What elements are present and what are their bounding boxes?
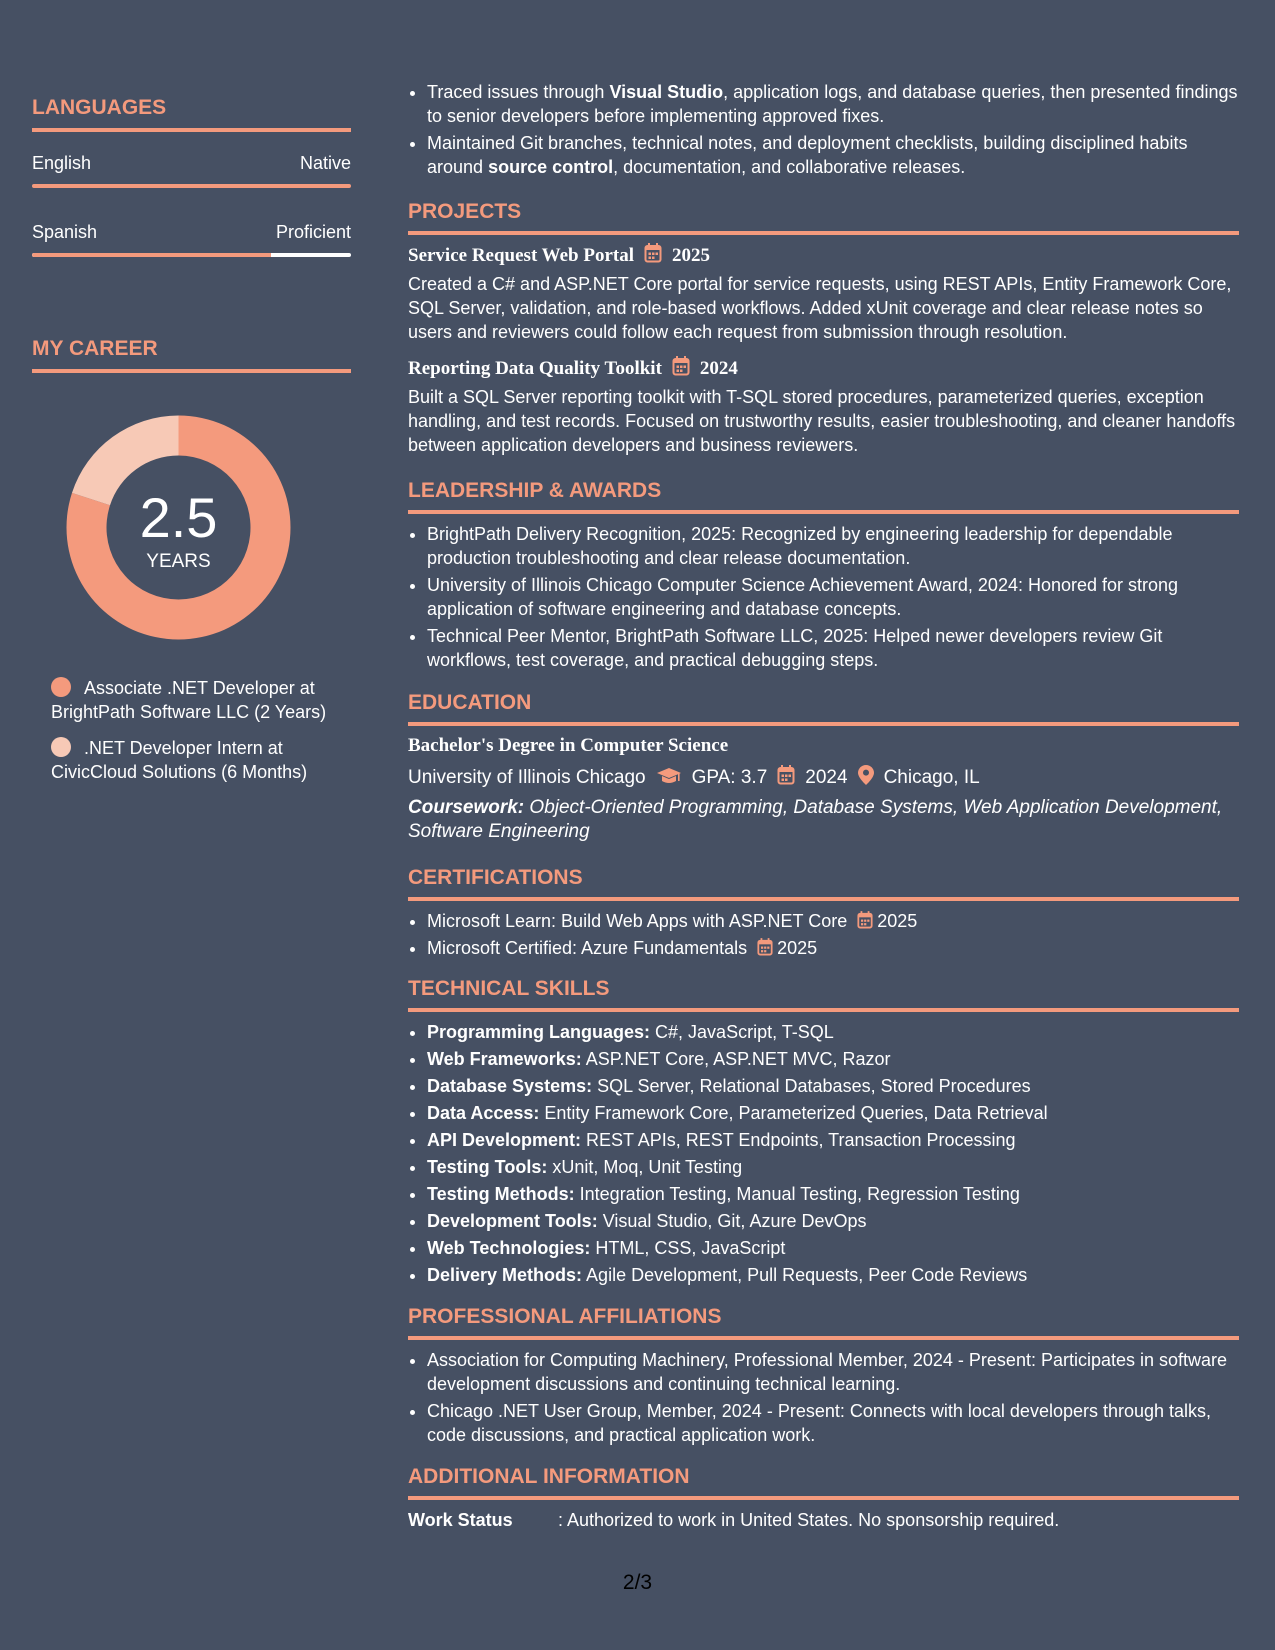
location-pin-icon	[858, 765, 874, 785]
calendar-icon	[672, 356, 690, 376]
skill-label: Web Frameworks:	[427, 1049, 582, 1069]
education-section	[408, 690, 1239, 844]
skill-item	[427, 1047, 1239, 1071]
skill-value: Integration Testing, Manual Testing, Regression Testing	[574, 1184, 1020, 1204]
skill-item	[427, 1128, 1239, 1152]
work-status-row	[408, 1508, 1239, 1532]
work-status-label: Work Status	[408, 1510, 513, 1530]
certification-date	[857, 911, 917, 931]
affiliations-heading: PROFESSIONAL AFFILIATIONS	[408, 1304, 1239, 1340]
skill-item	[427, 1263, 1239, 1287]
career-legend-item	[51, 736, 341, 784]
skill-value: C#, JavaScript, T-SQL	[650, 1022, 834, 1042]
skill-label: Development Tools:	[427, 1211, 598, 1231]
experience-bullet	[427, 131, 1239, 179]
certification-date	[757, 938, 817, 958]
skill-value: Visual Studio, Git, Azure DevOps	[597, 1211, 867, 1231]
projects-heading: PROJECTS	[408, 199, 1239, 235]
certification-year: 2025	[877, 911, 918, 931]
career-donut-chart	[66, 415, 291, 640]
bullet-text: , application logs, and database queries, then presented findings to senior developers before implementing approved fixes.	[427, 82, 1238, 126]
certifications-heading: CERTIFICATIONS	[408, 865, 1239, 901]
project-description: Created a C# and ASP.NET Core portal for service requests, using REST APIs, Entity Framework Core, SQL Server, validation, and role-based workflows. Added xUnit coverage and clear release notes so users and reviewers could follow each request from submission through resolution.	[408, 274, 1232, 342]
project-title-row	[408, 243, 1239, 268]
skill-label: Delivery Methods:	[427, 1265, 583, 1285]
graduation-cap-icon	[656, 767, 682, 785]
project-description: Built a SQL Server reporting toolkit with T-SQL stored procedures, parameterized queries, exception handling, and test records. Focused on trustworthy results, easier troubleshooting, and cleaner handoffs between application developers and business reviewers.	[408, 387, 1236, 455]
skill-item	[427, 1182, 1239, 1206]
legend-dot-icon	[51, 677, 71, 697]
bullet-text: Traced issues through	[427, 82, 610, 102]
certifications-list	[408, 909, 1239, 960]
affiliations-list	[408, 1348, 1239, 1447]
skill-label: Testing Methods:	[427, 1184, 575, 1204]
skill-item	[427, 1101, 1239, 1125]
certification-item	[427, 909, 1239, 933]
leadership-item: • Technical Peer Mentor, BrightPath Software LLC, 2025: Helped newer developers review Git workflows, test coverage, and practical debugging steps.	[427, 624, 1239, 672]
calendar-icon	[777, 765, 795, 785]
language-row-spanish	[32, 221, 351, 243]
certification-year: 2025	[777, 938, 818, 958]
calendar-icon	[857, 911, 873, 929]
skill-label: Testing Tools:	[427, 1157, 548, 1177]
language-bar-english	[32, 184, 351, 188]
affiliation-item: • Association for Computing Machinery, Professional Member, 2024 - Present: Participates in software development discussions and continuing technical learning.	[427, 1348, 1239, 1396]
career-legend-item	[51, 676, 341, 724]
skill-item	[427, 1020, 1239, 1044]
certification-item	[427, 936, 1239, 960]
skill-value: Agile Development, Pull Requests, Peer Code Reviews	[582, 1265, 1028, 1285]
skill-item	[427, 1209, 1239, 1233]
skill-label: Programming Languages:	[427, 1022, 651, 1042]
projects-section	[408, 199, 1239, 457]
project-year: 2025	[672, 245, 711, 266]
career-total-unit: YEARS	[146, 551, 211, 572]
bullet-text: Maintained Git branches, technical notes, and deployment checklists, building disciplined habits around	[427, 133, 1188, 177]
coursework-label: Coursework:	[408, 797, 525, 818]
calendar-icon	[757, 938, 773, 956]
skill-label: Database Systems:	[427, 1076, 593, 1096]
skill-value: Entity Framework Core, Parameterized Queries, Data Retrieval	[539, 1103, 1048, 1123]
language-name: English	[32, 153, 92, 173]
skill-value: ASP.NET Core, ASP.NET MVC, Razor	[581, 1049, 891, 1069]
education-gpa: GPA: 3.7	[691, 767, 768, 788]
leadership-item: • BrightPath Delivery Recognition, 2025: Recognized by engineering leadership for dependable production troubleshooting and clear release documentation.	[427, 522, 1239, 570]
career-total-years: 2.5	[139, 486, 218, 549]
career-legend	[51, 676, 341, 796]
leadership-section	[408, 478, 1239, 675]
affiliations-section	[408, 1304, 1239, 1450]
page-number: 2/3	[622, 1571, 653, 1594]
skills-section	[408, 976, 1239, 1290]
leadership-heading: LEADERSHIP & AWARDS	[408, 478, 1239, 514]
experience-continued	[408, 80, 1239, 182]
leadership-list	[408, 522, 1239, 672]
language-level: Native	[299, 153, 351, 173]
experience-bullet	[427, 80, 1239, 128]
bullet-bold-text: source control	[488, 157, 614, 177]
affiliation-item: • Chicago .NET User Group, Member, 2024 - Present: Connects with local developers through talks, code discussions, and practical application work.	[427, 1399, 1239, 1447]
bullet-bold-text: Visual Studio	[609, 82, 724, 102]
skill-value: xUnit, Moq, Unit Testing	[547, 1157, 743, 1177]
legend-dot-icon	[51, 737, 71, 757]
education-degree: Bachelor's Degree in Computer Science	[408, 735, 729, 756]
certification-name: Microsoft Certified: Azure Fundamentals	[427, 938, 748, 958]
project-year: 2024	[699, 358, 738, 379]
language-level: Proficient	[275, 222, 351, 242]
coursework-text: Object-Oriented Programming, Database Systems, Web Application Development, Software Engineering	[408, 797, 1223, 842]
education-location: Chicago, IL	[883, 767, 980, 788]
skill-value: REST APIs, REST Endpoints, Transaction Processing	[581, 1130, 1016, 1150]
language-name: Spanish	[32, 222, 98, 242]
experience-bullet-list	[408, 80, 1239, 179]
project-title-row	[408, 356, 1239, 381]
career-legend-label: Associate .NET Developer at BrightPath Software LLC (2 Years)	[51, 678, 327, 722]
bullet-text: , documentation, and collaborative releases.	[613, 157, 966, 177]
calendar-icon	[644, 243, 662, 263]
education-coursework	[408, 796, 1239, 844]
language-row-english	[32, 152, 351, 174]
career-legend-label: .NET Developer Intern at CivicCloud Solutions (6 Months)	[51, 738, 308, 782]
skill-label: Web Technologies:	[427, 1238, 591, 1258]
language-bar-fill	[32, 253, 271, 257]
skill-label: API Development:	[427, 1130, 582, 1150]
skill-item	[427, 1236, 1239, 1260]
education-heading: EDUCATION	[408, 690, 1239, 726]
project-title: Reporting Data Quality Toolkit	[408, 358, 662, 379]
leadership-item: • University of Illinois Chicago Computer Science Achievement Award, 2024: Honored for strong application of software engineering and database concepts.	[427, 573, 1239, 621]
education-school: University of Illinois Chicago	[408, 767, 646, 788]
project-title: Service Request Web Portal	[408, 245, 635, 266]
skill-item	[427, 1155, 1239, 1179]
skill-value: HTML, CSS, JavaScript	[590, 1238, 786, 1258]
education-year: 2024	[805, 767, 848, 788]
skills-list	[408, 1020, 1239, 1287]
language-bar-fill	[32, 184, 351, 188]
skill-label: Data Access:	[427, 1103, 540, 1123]
career-heading: MY CAREER	[32, 336, 351, 373]
language-bar-spanish	[32, 253, 351, 257]
certification-name: Microsoft Learn: Build Web Apps with ASP.NET Core	[427, 911, 848, 931]
additional-info-heading: ADDITIONAL INFORMATION	[408, 1464, 1239, 1500]
skill-value: SQL Server, Relational Databases, Stored Procedures	[592, 1076, 1031, 1096]
skills-heading: TECHNICAL SKILLS	[408, 976, 1239, 1012]
languages-heading: LANGUAGES	[32, 95, 351, 132]
work-status-value: : Authorized to work in United States. No sponsorship required.	[558, 1510, 1060, 1530]
certifications-section	[408, 865, 1239, 963]
skill-item	[427, 1074, 1239, 1098]
additional-info-section	[408, 1464, 1239, 1532]
education-details	[408, 765, 1239, 790]
